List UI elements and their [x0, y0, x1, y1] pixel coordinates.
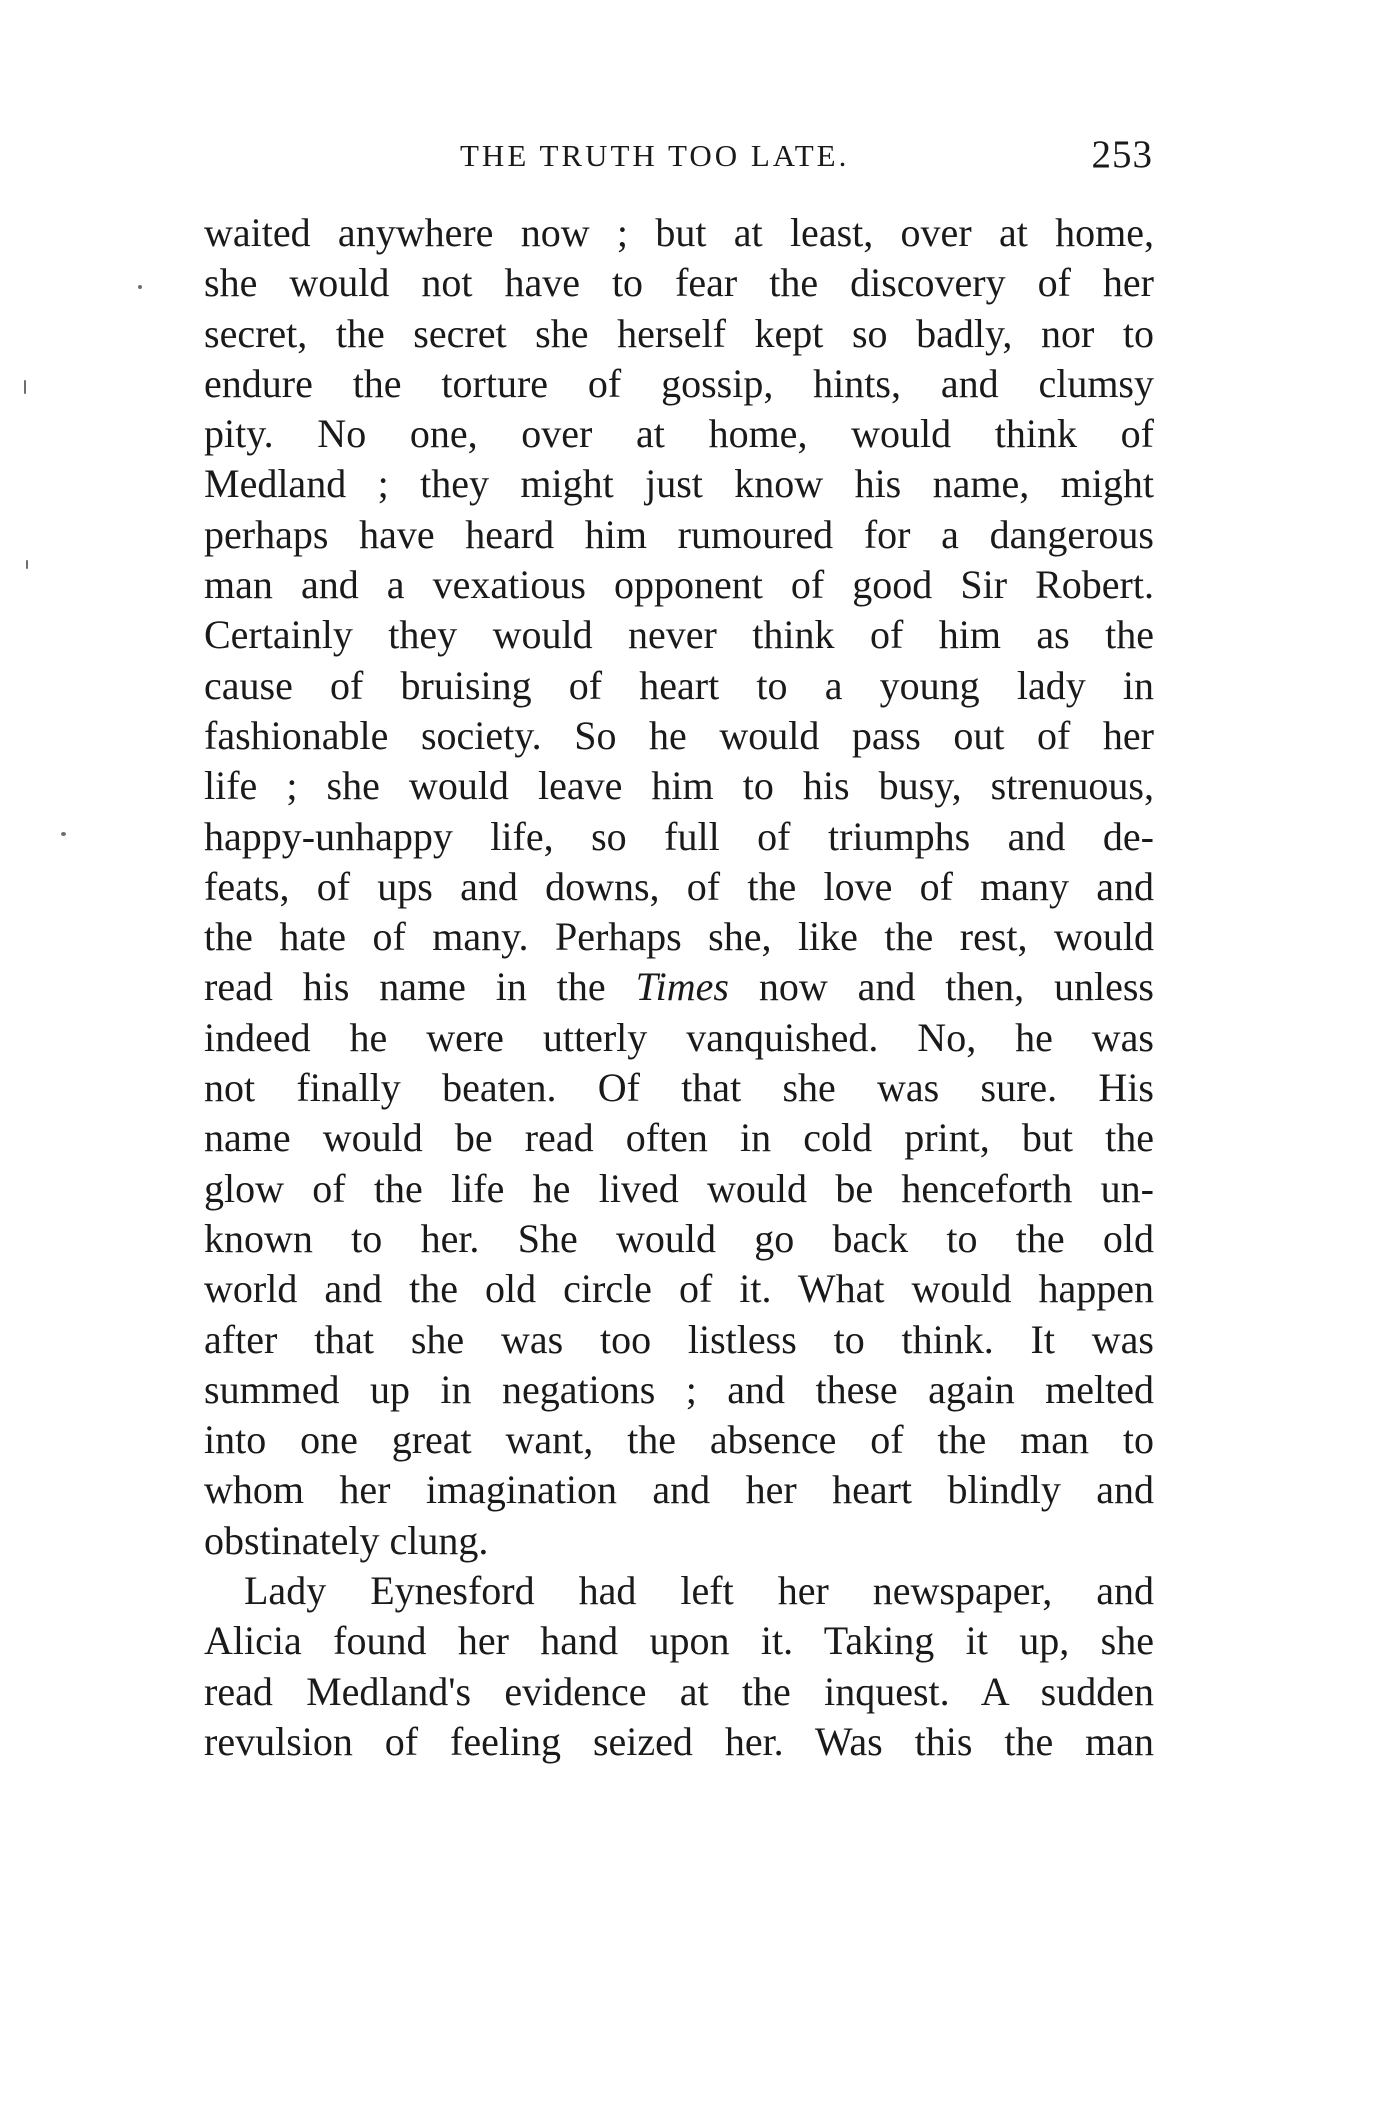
- text-line: fashionable society. So he would pass out of her: [204, 712, 1154, 758]
- speck: [138, 285, 142, 289]
- text-line: the hate of many. Perhaps she, like the rest, would: [204, 914, 1154, 960]
- text-line: after that she was too listless to think. It was: [204, 1316, 1154, 1362]
- body-text: [204, 208, 1154, 1767]
- text-line: secret, the secret she herself kept so badly, nor to: [204, 310, 1154, 356]
- text-line: not finally beaten. Of that she was sure. His: [204, 1065, 1154, 1111]
- text-line: man and a vexatious opponent of good Sir Robert.: [204, 562, 1154, 608]
- text-line: happy-unhappy life, so full of triumphs and de-: [204, 813, 1154, 859]
- speck: [26, 560, 28, 569]
- speck: [24, 380, 26, 394]
- text-line: cause of bruising of heart to a young lady in: [204, 662, 1154, 708]
- text-line: pity. No one, over at home, would think of: [204, 411, 1154, 457]
- text-line: she would not have to fear the discovery of her: [204, 260, 1154, 306]
- text-line: indeed he were utterly vanquished. No, he was: [204, 1014, 1154, 1060]
- text-line: revulsion of feeling seized her. Was this the man: [204, 1718, 1154, 1764]
- text-line-mixed: [204, 962, 1154, 1012]
- text-line-suffix: now and then, unless: [758, 964, 1154, 1010]
- text-line: Lady Eynesford had left her newspaper, and: [244, 1568, 1154, 1614]
- text-line: known to her. She would go back to the old: [204, 1215, 1154, 1261]
- italic-newspaper-title: Times: [635, 964, 729, 1010]
- text-line: into one great want, the absence of the man to: [204, 1417, 1154, 1463]
- text-line: waited anywhere now ; but at least, over at home,: [204, 210, 1154, 255]
- text-line: glow of the life he lived would be henceforth un-: [204, 1165, 1154, 1211]
- text-line-prefix: read his name in the: [204, 964, 606, 1010]
- text-line: obstinately clung.: [204, 1517, 489, 1563]
- text-line: Medland ; they might just know his name, might: [204, 461, 1154, 507]
- text-line: summed up in negations ; and these again melted: [204, 1366, 1154, 1412]
- page-number: 253: [1091, 133, 1153, 176]
- text-line: read Medland's evidence at the inquest. A sudden: [204, 1668, 1154, 1714]
- running-title: THE TRUTH TOO LATE.: [460, 138, 850, 173]
- text-line: whom her imagination and her heart blindly and: [204, 1467, 1154, 1513]
- text-line: feats, of ups and downs, of the love of many and: [204, 863, 1154, 909]
- text-line: Alicia found her hand upon it. Taking it up, she: [204, 1618, 1154, 1664]
- text-line: name would be read often in cold print, but the: [204, 1115, 1154, 1161]
- text-line: perhaps have heard him rumoured for a dangerous: [204, 511, 1154, 557]
- text-line: world and the old circle of it. What would happen: [204, 1266, 1154, 1312]
- text-line: endure the torture of gossip, hints, and clumsy: [204, 360, 1154, 406]
- text-line: life ; she would leave him to his busy, strenuous,: [204, 763, 1154, 809]
- speck: [61, 832, 66, 836]
- text-line: Certainly they would never think of him as the: [204, 612, 1154, 658]
- page-header: [205, 130, 1165, 190]
